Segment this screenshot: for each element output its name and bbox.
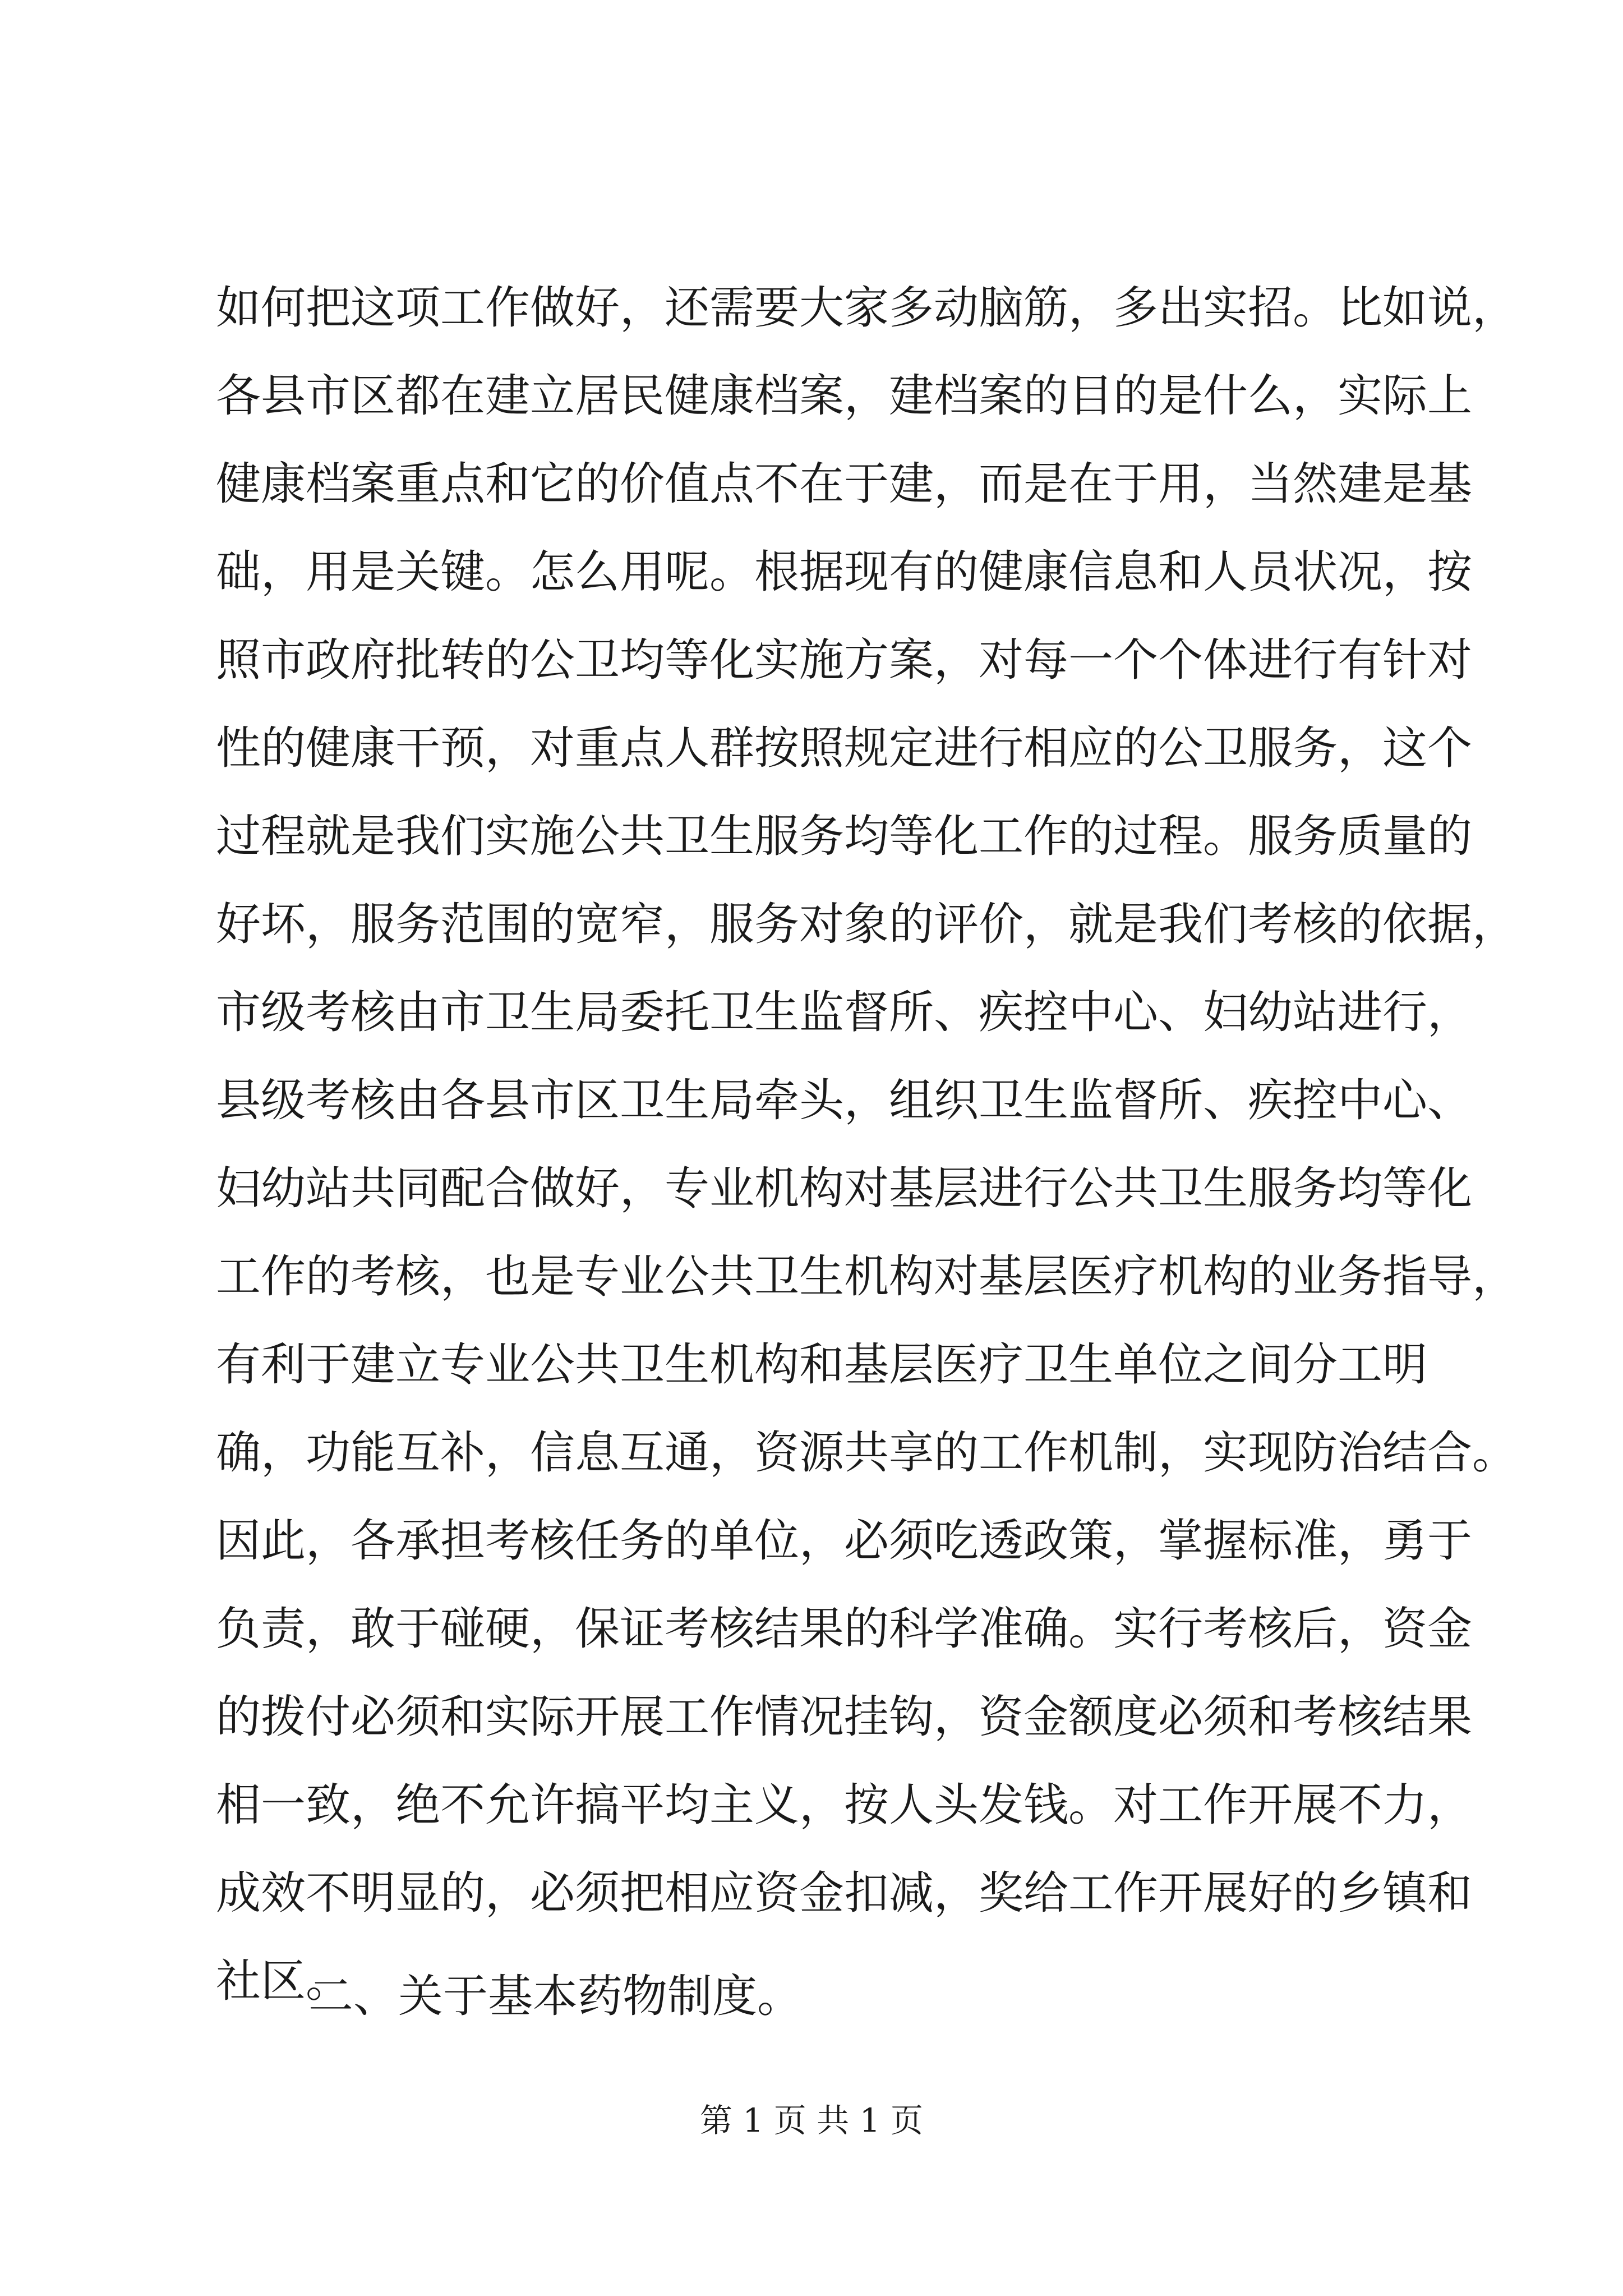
paragraph-line: 如何把这项工作做好，还需要大家多动脑筋，多出实招。比如说，: [216, 282, 1517, 334]
section-heading: 二、关于基本药物制度。: [308, 1970, 802, 2022]
paragraph-line: 成效不明显的，必须把相应资金扣减，奖给工作开展好的乡镇和: [216, 1867, 1472, 1919]
paragraph-line: 县级考核由各县市区卫生局牵头，组织卫生监督所、疾控中心、: [216, 1074, 1472, 1126]
paragraph-line: 础，用是关键。怎么用呢。根据现有的健康信息和人员状况，按: [216, 546, 1472, 598]
paragraph-line: 市级考核由市卫生局委托卫生监督所、疾控中心、妇幼站进行，: [216, 986, 1472, 1038]
paragraph-line: 各县市区都在建立居民健康档案，建档案的目的是什么，实际上: [216, 370, 1472, 422]
paragraph-line: 因此，各承担考核任务的单位，必须吃透政策，掌握标准，勇于: [216, 1515, 1472, 1567]
body-paragraph: [216, 264, 1517, 2025]
paragraph-line: 照市政府批转的公卫均等化实施方案，对每一个个体进行有针对: [216, 634, 1472, 686]
paragraph-line: 工作的考核，也是专业公共卫生机构对基层医疗机构的业务指导，: [216, 1250, 1517, 1303]
paragraph-line: 社区。: [216, 1955, 351, 2007]
paragraph-line: 妇幼站共同配合做好，专业机构对基层进行公共卫生服务均等化: [216, 1162, 1472, 1214]
paragraph-line: 相一致，绝不允许搞平均主义，按人头发钱。对工作开展不力，: [216, 1779, 1472, 1831]
page-footer: 第 1 页 共 1 页: [700, 2101, 923, 2139]
paragraph-line: 负责，敢于碰硬，保证考核结果的科学准确。实行考核后，资金: [216, 1603, 1472, 1655]
paragraph-line: 有利于建立专业公共卫生机构和基层医疗卫生单位之间分工明: [216, 1338, 1427, 1391]
paragraph-line: 健康档案重点和它的价值点不在于建，而是在于用，当然建是基: [216, 458, 1472, 510]
paragraph-line: 性的健康干预，对重点人群按照规定进行相应的公卫服务，这个: [216, 722, 1472, 774]
paragraph-line: 过程就是我们实施公共卫生服务均等化工作的过程。服务质量的: [216, 810, 1472, 862]
paragraph-line: 确，功能互补，信息互通，资源共享的工作机制，实现防治结合。: [216, 1427, 1517, 1479]
paragraph-line: 的拨付必须和实际开展工作情况挂钩，资金额度必须和考核结果: [216, 1691, 1472, 1743]
paragraph-line: 好坏，服务范围的宽窄，服务对象的评价，就是我们考核的依据，: [216, 898, 1517, 950]
